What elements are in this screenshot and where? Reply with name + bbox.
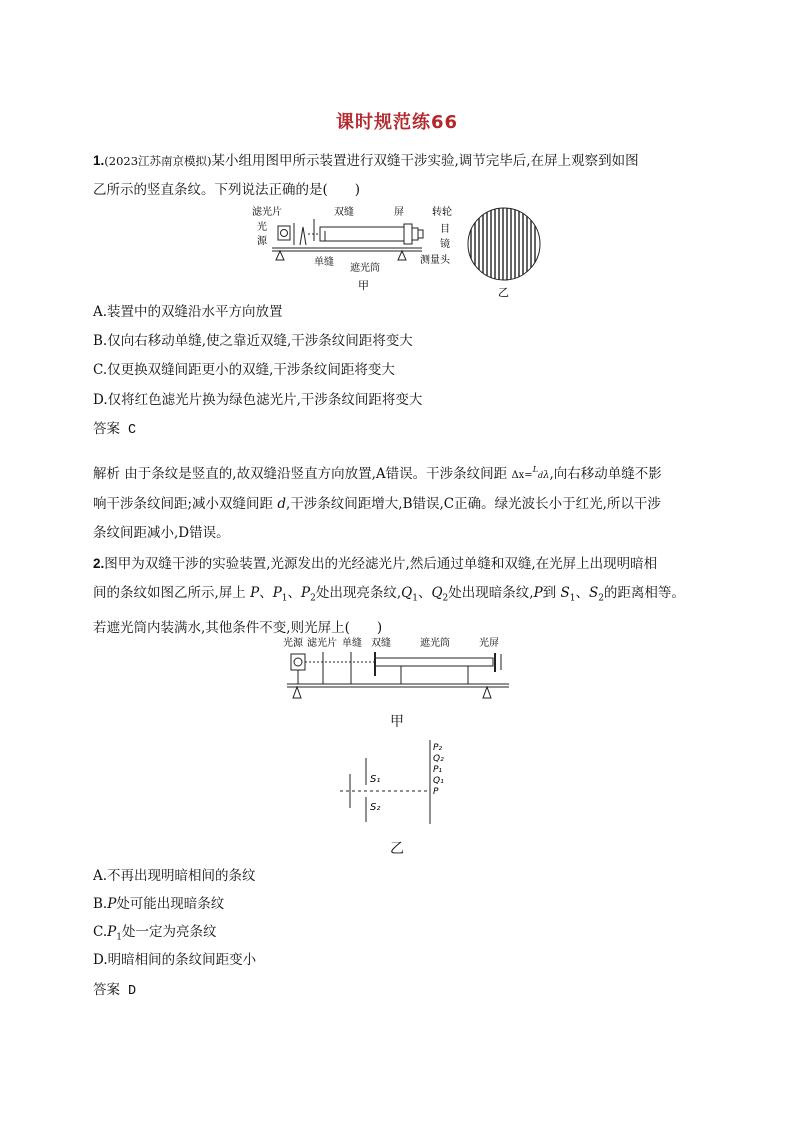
q1-fig-label-eye1: 目 [440, 224, 450, 235]
q2-sep: 、 [259, 585, 273, 601]
q1-fig-label-double: 双缝 [334, 207, 354, 218]
q1-source: (2023江苏南京模拟) [104, 154, 212, 168]
q1-fig-label-tube: 遮光筒 [350, 263, 380, 274]
q2-sym-S2-sub: 2 [598, 593, 604, 604]
q1-figure-apparatus [252, 205, 472, 293]
q2-fig-label-P: P [433, 787, 439, 797]
q1-fig-label-eye2: 镜 [440, 239, 450, 250]
q1-fig-label-light2: 源 [257, 236, 267, 247]
q2-fig-label-Q1: Q₁ [433, 776, 444, 786]
q2-sym-P1: P [272, 585, 282, 601]
q2-sep: 、 [575, 585, 589, 601]
q2-figure-apparatus [283, 632, 513, 706]
q2-option-b-pre: B. [93, 896, 108, 912]
q2-fig-label-tube: 遮光筒 [420, 638, 450, 649]
q2-option-a: A.不再出现明暗相间的条纹 [93, 868, 256, 884]
q1-formula-den: d [538, 471, 544, 480]
q2-fig-label-source: 光源 [283, 638, 303, 649]
q1-stem-line1: 某小组用图甲所示装置进行双缝干涉实验,调节完毕后,在屏上观察到如图 [211, 153, 639, 169]
q2-fig-label-double: 双缝 [371, 638, 391, 649]
q2-fig-label-P1: P₁ [433, 765, 443, 775]
q1-option-c: C.仅更换双缝间距更小的双缝,干涉条纹间距将变大 [93, 362, 395, 378]
q1-analysis-line1-end: ,向右移动单缝不影 [549, 466, 662, 482]
q1-option-b: B.仅向右移动单缝,使之靠近双缝,干涉条纹间距将变大 [93, 333, 413, 349]
q1-formula-rhs: λ [543, 470, 550, 481]
q1-answer [93, 419, 136, 441]
q2-option-c [93, 922, 216, 948]
q2-number: 2. [93, 556, 105, 571]
q1-analysis-label: 解析 [93, 466, 120, 482]
q1-formula-num: L [532, 465, 538, 474]
q2-sym-S1-sub: 1 [569, 593, 576, 604]
q2-fig-label-screen: 光屏 [479, 638, 499, 649]
q2-option-c-sym: P [107, 924, 117, 940]
q2-answer [93, 980, 136, 1002]
q1-fig-caption-b: 乙 [498, 286, 509, 298]
q2-sym-P: P [250, 585, 260, 601]
q2-stem-line1: 图甲为双缝干涉的实验装置,光源发出的光经滤光片,然后通过单缝和双缝,在光屏上出现明暗相 [104, 556, 658, 572]
q2-sym-Q2: Q [431, 585, 443, 601]
q2-sym-P-b: P [533, 585, 543, 601]
q2-option-c-sub: 1 [116, 932, 122, 943]
q1-number: 1. [93, 153, 105, 168]
q2-stem-line2b: 处出现亮条纹, [315, 585, 402, 601]
q1-fig-label-filter: 滤光片 [252, 207, 282, 218]
q1-answer-value: C [128, 423, 137, 438]
q1-figure-fringes [464, 206, 544, 298]
q2-option-b [93, 894, 224, 914]
q1-analysis-line2b: ,干涉条纹间距增大,B错误,C正确。绿光波长小于红光,所以干涉 [286, 496, 661, 512]
q2-sym-S2: S [588, 585, 599, 601]
q2-stem-line2d: 到 [542, 585, 557, 601]
q1-analysis-line3: 条纹间距减小,D错误。 [93, 525, 230, 541]
q1-stem [93, 146, 705, 205]
q1-fig-caption-a: 甲 [358, 279, 369, 292]
q1-stem-line2: 乙所示的竖直条纹。下列说法正确的是( ) [93, 182, 361, 198]
q2-sep: 、 [417, 585, 432, 601]
page-title: 课时规范练66 [335, 112, 459, 133]
q2-stem-line3: 若遮光筒内装满水,其他条件不变,则光屏上( ) [93, 619, 383, 636]
q1-option-a: A.装置中的双缝沿水平方向放置 [93, 304, 283, 320]
q1-answer-label: 答案 [93, 421, 120, 437]
q2-answer-label: 答案 [93, 982, 120, 998]
q2-fig-label-Q2: Q₂ [433, 754, 444, 764]
q1-formula-lhs: Δx= [511, 470, 533, 481]
q1-analysis [93, 455, 705, 548]
q2-sym-S1: S [560, 585, 570, 601]
q1-analysis-line1: 由于条纹是竖直的,故双缝沿竖直方向放置,A错误。干涉条纹间距 [124, 466, 508, 482]
q2-stem-line2e: 的距离相等。 [603, 585, 685, 601]
q2-fig-label-S1: S₁ [370, 774, 381, 785]
q2-fig-caption-b: 乙 [390, 841, 404, 857]
q2-sym-P2-sub: 2 [310, 593, 316, 604]
q2-sym-P1-sub: 1 [281, 593, 288, 604]
q1-analysis-line2a: 响干涉条纹间距;减小双缝间距 [93, 496, 274, 512]
q2-sym-Q1: Q [401, 585, 413, 601]
q1-analysis-var-d: d [277, 496, 287, 512]
q2-stem-line2c: 处出现暗条纹, [448, 585, 534, 601]
q1-fig-label-light1: 光 [257, 222, 267, 233]
q2-option-c-pre: C. [93, 924, 108, 940]
q1-fig-label-single: 单缝 [314, 257, 334, 268]
q2-fig-label-P2: P₂ [433, 743, 443, 753]
q1-fig-label-measure: 测量头 [420, 255, 450, 266]
q2-fig-label-single: 单缝 [342, 638, 362, 649]
q2-option-c-post: 处一定为亮条纹 [121, 924, 217, 940]
q2-sym-P2: P [301, 585, 311, 601]
q2-option-b-post: 处可能出现暗条纹 [116, 896, 225, 912]
q1-fig-label-wheel: 转轮 [432, 207, 452, 218]
q2-sym-Q2-sub: 2 [442, 593, 449, 604]
q2-option-b-sym: P [107, 896, 117, 912]
q2-fig-caption-a: 甲 [390, 714, 404, 730]
q2-sep: 、 [287, 585, 302, 601]
q1-option-d: D.仅将红色滤光片换为绿色滤光片,干涉条纹间距将变大 [93, 392, 423, 408]
q2-answer-value: D [128, 984, 137, 999]
q2-sym-Q1-sub: 1 [412, 593, 418, 604]
q1-formula [511, 465, 550, 481]
q2-fig-label-filter: 滤光片 [307, 638, 337, 649]
q2-stem [93, 549, 705, 643]
q1-fig-label-screen: 屏 [394, 207, 404, 218]
q2-stem-line2a: 间的条纹如图乙所示,屏上 [93, 585, 246, 601]
q2-fig-label-S2: S₂ [370, 802, 381, 813]
q2-option-d: D.明暗相间的条纹间距变小 [93, 952, 257, 968]
q2-figure-schematic [340, 736, 450, 828]
